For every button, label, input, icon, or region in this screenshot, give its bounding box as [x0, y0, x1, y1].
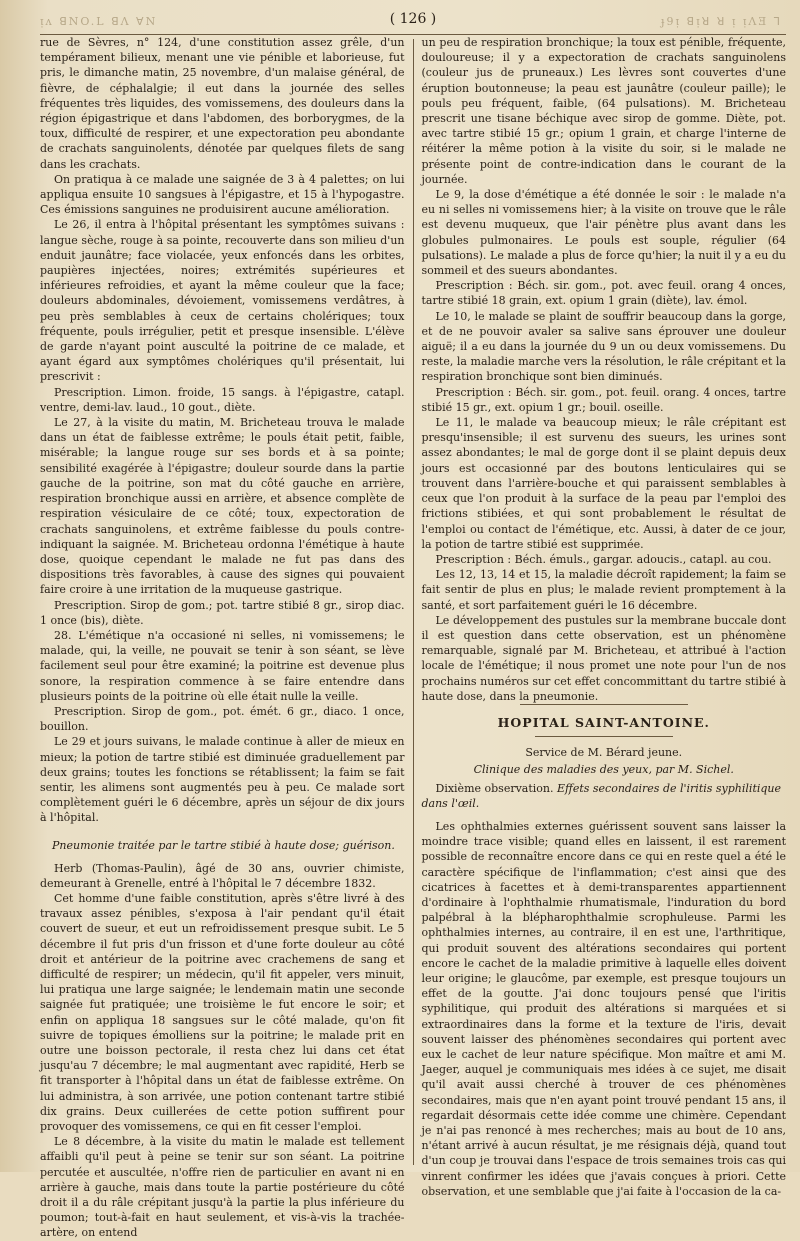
page-number: ( 126 ) [389, 11, 437, 27]
paragraph: Le 29 et jours suivans, le malade continue à aller de mieux en mieux; la potion de tartre stibié est diminuée graduellement par deux grains; toutes les fonctions se rétablissent; la faim se fait sentir, les alimens sont augmentés peu à peu. Ce malade sort complètement guéri le 6 décembre, après un séjour de dix jours à l'hôpital. [40, 735, 405, 825]
paragraph: Les ophthalmies externes guérissent souvent sans laisser la moindre trace visible; quand elles en laissent, il est rarement possible de reconnaître encore dans ce qui en reste quel a été le caractère spécifique de l'inflammation; c'est ainsi que des cicatrices à facettes et à demi-transparentes appartiennent d'ordinaire à l'ophthalmie rhumatismale, l'induration du bord palpébral à la blépharophthalmie scrophuleuse. Parmi les ophthalmies internes, au contraire, il en est une, l'arthritique, qui produit souvent des altérations secondaires qui portent encore le cachet de la maladie primitive à laquelle elles doivent leur origine; le glaucôme, par exemple, est presque toujours un effet de la goutte. J'ai donc toujours pensé que l'iritis syphilitique, qui produit des altérations si marquées et si extraordinaires dans la forme et la texture de l'iris, devait souvent laisser des phénomènes secondaires qui portent avec eux le cachet de leur nature spécifique. Mon maître et ami M. Jaeger, auquel je communiquais mes idées à ce sujet, me disait qu'il avait aussi cherché à trouver de ces phénomènes secondaires, mais que n'en ayant point trouvé pendant 15 ans, il regardait désormais cette idée comme une chimère. Cependant je n'ai pas renoncé à mes recherches; mais au bout de 10 ans, n'étant arrivé à aucun résultat, je me résignais déjà, quand tout d'un coup je trouvai dans l'espace de trois semaines trois cas qui vinrent confirmer les idées que j'avais conçues à priori. Cette observation, et une semblable que j'ai faite à l'occasion de la ca- [421, 819, 786, 1198]
paragraph: Le 10, le malade se plaint de souffrir beaucoup dans la gorge, et de ne pouvoir avaler sa salive sans éprouver une douleur aiguë; il a eu dans la journée du 9 un ou deux vomissemens. Du reste, la maladie marche vers la résolution, le râle crépitant et la respiration bronchique sont bien diminués. [421, 309, 786, 384]
page-header [40, 8, 786, 35]
right-column [414, 35, 787, 1198]
left-column [40, 35, 413, 1240]
service-line: Service de M. Bérard jeune. [525, 745, 683, 759]
observation-subject: Effets secondaires de l'iritis syphilitique dans l'œil. [421, 781, 782, 810]
paragraph: Le 9, la dose d'émétique a été donnée le soir : le malade n'a eu ni selles ni vomissemens hier; à la visite on trouve que le râle est devenu muqueux, que l'air pénètre plus avant dans les globules pulmonaires. Le pouls est souple, régulier (64 pulsations). Le malade a plus de force qu'hier; la nuit il y a eu du sommeil et des sueurs abondantes. [421, 188, 786, 278]
paragraph: Le 27, à la visite du matin, M. Bricheteau trouva le malade dans un état de faiblesse extrême; le pouls était petit, faible, misérable; la langue rouge sur ses bords et à sa pointe; sensibilité exagérée à l'épigastre; douleur sourde dans la partie gauche de la poitrine, son mat du côté gauche en arrière, respiration bronchique aussi en arrière, et absence complète de respiration vésiculaire de ce côté; toux, expectoration de crachats sanguinolens, et extrême faiblesse du pouls contre-indiquant la saignée. M. Bricheteau ordonna l'émétique à haute dose, quoique cependant le malade ne fut pas dans des dispositions très favorables, à cause des signes qui pouvaient faire croire à une irritation de la muqueuse gastrique. [40, 416, 405, 597]
prescription: Prescription : Béch. sir. gom., pot. feuil. orang. 4 onces, tartre stibié 15 gr., ext. opium 1 gr.; bouil. oseille. [421, 385, 786, 414]
paragraph: On pratiqua à ce malade une saignée de 3 à 4 palettes; on lui appliqua ensuite 10 sangsues à l'épigastre, et 15 à l'hypogastre. Ces émissions sanguines ne produisirent aucune amélioration. [40, 172, 405, 217]
prescription: Prescription. Sirop de gom., pot. émét. 6 gr., diaco. 1 once, bouillon. [40, 704, 405, 734]
prescription: Prescription. Limon. froide, 15 sangs. à l'épigastre, catapl. ventre, demi-lav. laud., 10 gout., diète. [40, 385, 405, 414]
prescription: Prescription. Sirop de gom.; pot. tartre stibié 8 gr., sirop diac. 1 once (bis), diète. [40, 598, 405, 627]
hospital-heading: HOPITAL SAINT-ANTOINE. [497, 714, 710, 730]
paragraph: Le 11, le malade va beaucoup mieux; le râle crépitant est presqu'insensible; il est survenu des sueurs, les urines sont assez abondantes; le mal de gorge dont il se plaint depuis deux jours est occasionné par des boutons lenticulaires qui se trouvent dans l'arrière-bouche et qui paraissent semblables à ceux que l'on produit à la surface de la peau par l'emploi des frictions stibiées, et qui sont probablement le résultat de l'emploi ou contact de l'émétique, etc. Aussi, à dater de ce jour, la potion de tartre stibié est supprimée. [421, 416, 786, 551]
paragraph: rue de Sèvres, n° 124, d'une constitution assez grêle, d'un tempérament bilieux, menant une vie pénible et laborieuse, fut pris, le dimanche matin, 25 novembre, d'un malaise général, de fièvre, de céphalalgie; il eut dans la journée des selles fréquentes très liquides, des vomissemens, des douleurs dans la région épigastrique et dans l'abdomen, des borborygmes, de la toux, difficulté de respirer, et une expectoration peu abondante de crachats sanguinolents, dénotée par quelques filets de sang dans les crachats. [40, 36, 405, 171]
paragraph: Le 26, il entra à l'hôpital présentant les symptômes suivans : langue sèche, rouge à sa pointe, recouverte dans son milieu d'un enduit jaunâtre; face violacée, yeux enfoncés dans les orbites, paupières injectées, noires; extrémités supérieures et inférieures refroidies, et ayant la même couleur que la face; douleurs abdominales, dévoiement, vomissemens verdâtres, à peu près semblables à ceux de certains cholériques; toux fréquente, pouls irrégulier, petit et presque insensible. L'élève de garde n'ayant point ausculté la poitrine de ce malade, et ayant égard aux symptômes cholériques qu'il présentait, lui prescrivit : [40, 218, 405, 384]
observation-title [422, 781, 787, 811]
paragraph: Herb (Thomas-Paulin), âgé de 30 ans, ouvrier chimiste, demeurant à Grenelle, entré à l'hôpital le 7 décembre 1832. [40, 861, 405, 890]
prescription: Prescription : Béch. émuls., gargar. adoucis., catapl. au cou. [435, 552, 772, 566]
paragraph: Le développement des pustules sur la membrane buccale dont il est question dans cette observation, est un phénomène remarquable, signalé par M. Bricheteau, et attribué à l'action locale de l'émétique; il nous promet une note pour l'un de nos prochains numéros sur cet effet concommittant du tartre stibié à haute dose, dans la pneumonie. [421, 613, 786, 703]
paragraph: Cet homme d'une faible constitution, après s'être livré à des travaux assez pénibles, s'exposa à l'air pendant qu'il était couvert de sueur, et eut un refroidissement presque subit. Le 5 décembre il fut pris d'un frisson et d'une forte douleur au côté droit et antérieur de la poitrine avec crachemens de sang et difficulté de respirer; un médecin, qu'il fit appeler, vers minuit, lui pratiqua une large saignée; le lendemain matin une seconde saignée fut pratiquée; une troisième le fut encore le soir; et enfin on appliqua 18 sangsues sur le côté malade, qu'on fit suivre de topiques émolliens sur la poitrine; le malade prit en outre une boisson pectorale, il resta chez lui dans cet état jusqu'au 7 décembre; le mal augmentant avec rapidité, Herb se fit transporter à l'hôpital dans un état de faiblesse extrême. On lui administra, à son arrivée, une potion contenant tartre stibié dix grains. Deux cuillerées de cette potion suffirent pour provoquer des vomissemens, ce qui en fit cesser l'emploi. [40, 891, 405, 1134]
case-subheading: Pneumonie traitée par le tartre stibié à haute dose; guérison. [52, 838, 395, 852]
two-column-body [40, 35, 786, 1240]
paragraph: Les 12, 13, 14 et 15, la maladie décroît rapidement; la faim se fait sentir de plus en plus; le malade revient promptement à la santé, et sort parfaitement guéri le 16 décembre. [421, 568, 786, 612]
section-rule-top [520, 704, 688, 705]
paragraph: Le 8 décembre, à la visite du matin le malade est tellement affaibli qu'il peut à peine se tenir sur son séant. La poitrine percutée et auscultée, n'offre rien de particulier en avant ni en arrière à gauche, mais dans toute la partie postérieure du côté droit il a du râle crépitant jusqu'à la partie la plus inférieure du poumon; tout-à-fait en haut seulement, et vis-à-vis la trachée-artère, on entend [40, 1135, 405, 1240]
clinique-line: Clinique des maladies des yeux, par M. Sichel. [473, 762, 734, 776]
paragraph: un peu de respiration bronchique; la toux est pénible, fréquente, douloureuse; il y a expectoration de crachats sanguinolens (couleur jus de pruneaux.) Les lèvres sont couvertes d'une éruption boutonneuse; la peau est jaunâtre (couleur paille); le pouls peu fréquent, faible, (64 pulsations). M. Bricheteau prescrit une tisane béchique avec sirop de gomme. Diète, pot. avec tartre stibié 15 gr.; opium 1 grain, et charge l'interne de réitérer la même potion à la visite du soir, si le malade ne présente point de contre-indication dans le courant de la journée. [421, 36, 786, 186]
section-rule-bottom [535, 736, 674, 737]
prescription: Prescription : Béch. sir. gom., pot. avec feuil. orang 4 onces, tartre stibié 18 grain, ext. opium 1 grain (diète), lav. émol. [421, 279, 786, 308]
paragraph: 28. L'émétique n'a occasioné ni selles, ni vomissemens; le malade, qui, la veille, ne pouvait se tenir à son séant, se lève facilement seul pour être examiné; la poitrine est devenue plus sonore, la respiration commence à se faire entendre dans plusieurs points de la poitrine où elle était nulle la veille. [40, 628, 405, 703]
observation-label: Dixième observation. [435, 781, 554, 795]
bleed-through-text-right: ɟ9ᴉ ꓭᴉꓤ ꓤ ᴉ ᴉɅƎ ꓶ [661, 15, 782, 28]
bleed-through-text-left: ᴉᴧ ꓭNO.L ꓭɅ ꓯN [40, 15, 158, 28]
